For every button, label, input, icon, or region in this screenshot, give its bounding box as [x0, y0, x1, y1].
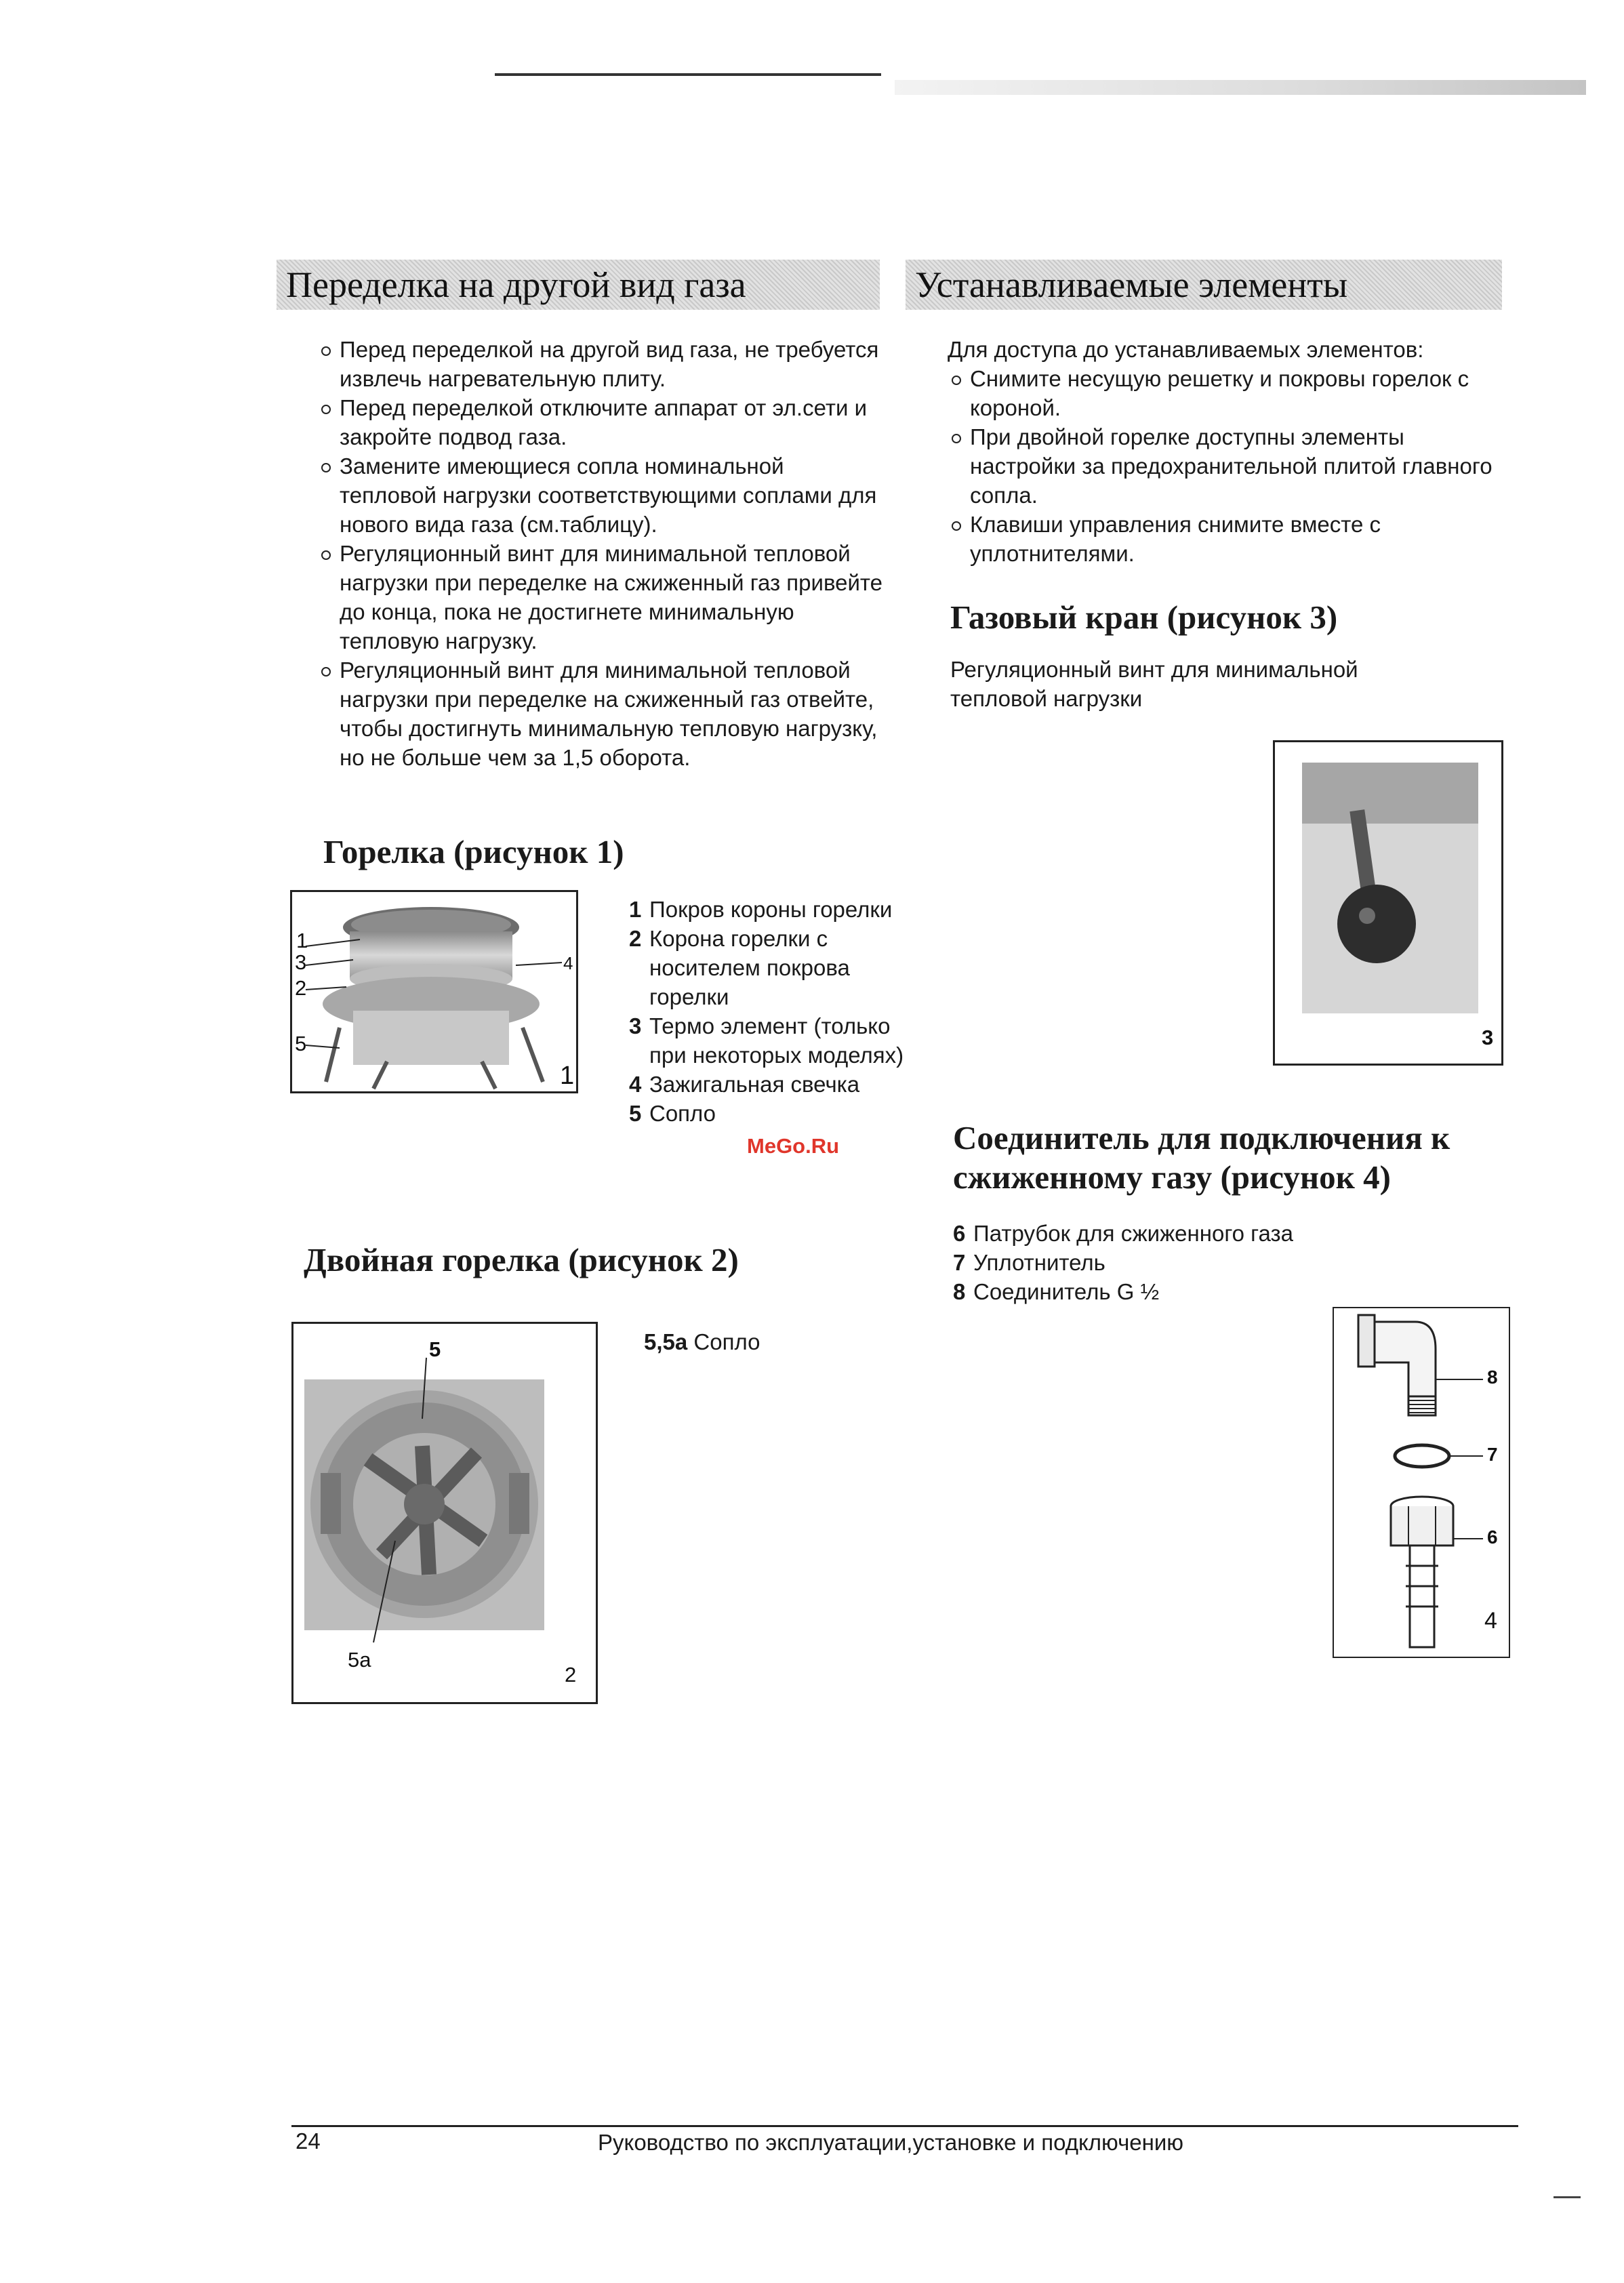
legend-item: 6 Патрубок для сжиженного газа: [953, 1221, 1293, 1246]
legend-item: 3 Термо элемент (только при некоторых моделях): [629, 1013, 904, 1068]
double-burner-title: Двойная горелка (рисунок 2): [304, 1241, 739, 1278]
list-item: Клавиши управления снимите вместе с уплотнителями.: [948, 510, 1503, 568]
connector-title: Соединитель для подключения к сжиженному газу (рисунок 4): [953, 1119, 1450, 1196]
callout-8: 8: [1487, 1367, 1498, 1388]
footer-page-number: 24: [296, 2128, 321, 2154]
connector-illustration: [1334, 1308, 1509, 1657]
list-item: При двойной горелке доступны элементы настройки за предохранительной плитой главного сопла.: [948, 422, 1503, 510]
callout-5a: 5a: [348, 1648, 371, 1672]
list-item: Замените имеющиеся сопла номинальной тепловой нагрузки соответствующими соплами для нового вида газа (см.таблицу).: [317, 451, 887, 539]
watermark: MeGo.Ru: [747, 1134, 840, 1158]
footer-rule: [291, 2125, 1518, 2127]
callout-6: 6: [1487, 1527, 1498, 1548]
legend-item: 4 Зажигальная свечка: [629, 1072, 860, 1097]
scan-line-left: [495, 73, 881, 76]
figure-number: 1: [560, 1062, 575, 1090]
double-burner-illustration: [293, 1324, 596, 1702]
figure-4-connector: [1333, 1307, 1510, 1658]
callout-4: 4: [563, 953, 573, 973]
legend-item: 7 Уплотнитель: [953, 1250, 1105, 1275]
callout-5: 5: [295, 1032, 307, 1055]
callout-2: 2: [295, 976, 307, 1000]
list-item: Перед переделкой на другой вид газа, не требуется извлечь нагревательную плиту.: [317, 335, 887, 393]
gas-conversion-list: [317, 335, 887, 772]
figure-1-burner: [290, 890, 578, 1093]
figure-3-gas-valve: [1273, 740, 1503, 1066]
list-item: Регуляционный винт для минимальной тепловой нагрузки при переделке на сжиженный газ привейте до конца, пока не достигнете минимальную тепловую нагрузку.: [317, 539, 887, 655]
figure-2-double-burner: [291, 1322, 598, 1704]
connector-legend: [953, 1219, 1387, 1306]
list-item: Регуляционный винт для минимальной тепловой нагрузки при переделке на сжиженный газ отвейте, чтобы достигнуть минимальную тепловую нагрузку, но не больше чем за 1,5 оборота.: [317, 655, 887, 772]
callout-5: 5: [429, 1337, 441, 1361]
installable-intro: Для доступа до устанавливаемых элементов:: [948, 337, 1424, 362]
gas-valve-title: Газовый кран (рисунок 3): [950, 599, 1338, 636]
figure-number: 2: [565, 1663, 577, 1686]
legend-item: 1 Покров короны горелки: [629, 897, 893, 922]
burner-title: Горелка (рисунок 1): [323, 833, 624, 870]
callout-7: 7: [1487, 1444, 1498, 1465]
list-item: Перед переделкой отключите аппарат от эл.сети и закройте подвод газа.: [317, 393, 887, 451]
footer-title: Руководство по эксплуатации,установке и подключению: [598, 2130, 1184, 2155]
scan-mark: [1554, 2196, 1581, 2198]
legend-item: 5 Сопло: [629, 1101, 716, 1126]
gas-valve-illustration: [1275, 742, 1501, 1064]
section-title-installable-elements: Устанавливаемые элементы: [906, 260, 1502, 310]
callout-1: 1: [296, 929, 308, 952]
figure-number: 3: [1482, 1026, 1494, 1049]
double-burner-legend: 5,5а Сопло: [644, 1329, 760, 1354]
burner-illustration: [292, 892, 577, 1091]
burner-legend: [629, 895, 907, 1128]
section-title-gas-conversion: Переделка на другой вид газа: [277, 260, 880, 310]
scan-line-right: [895, 80, 1586, 95]
figure-number: 4: [1484, 1608, 1497, 1634]
gas-valve-text: Регуляционный винт для минимальной тепловой нагрузки: [950, 657, 1358, 711]
callout-3: 3: [295, 950, 307, 974]
list-item: Снимите несущую решетку и покровы горелок с короной.: [948, 364, 1503, 422]
legend-item: 2 Корона горелки с носителем покрова горелки: [629, 926, 850, 1009]
legend-item: 8 Соединитель G ½: [953, 1279, 1160, 1304]
installable-list: [948, 364, 1503, 568]
